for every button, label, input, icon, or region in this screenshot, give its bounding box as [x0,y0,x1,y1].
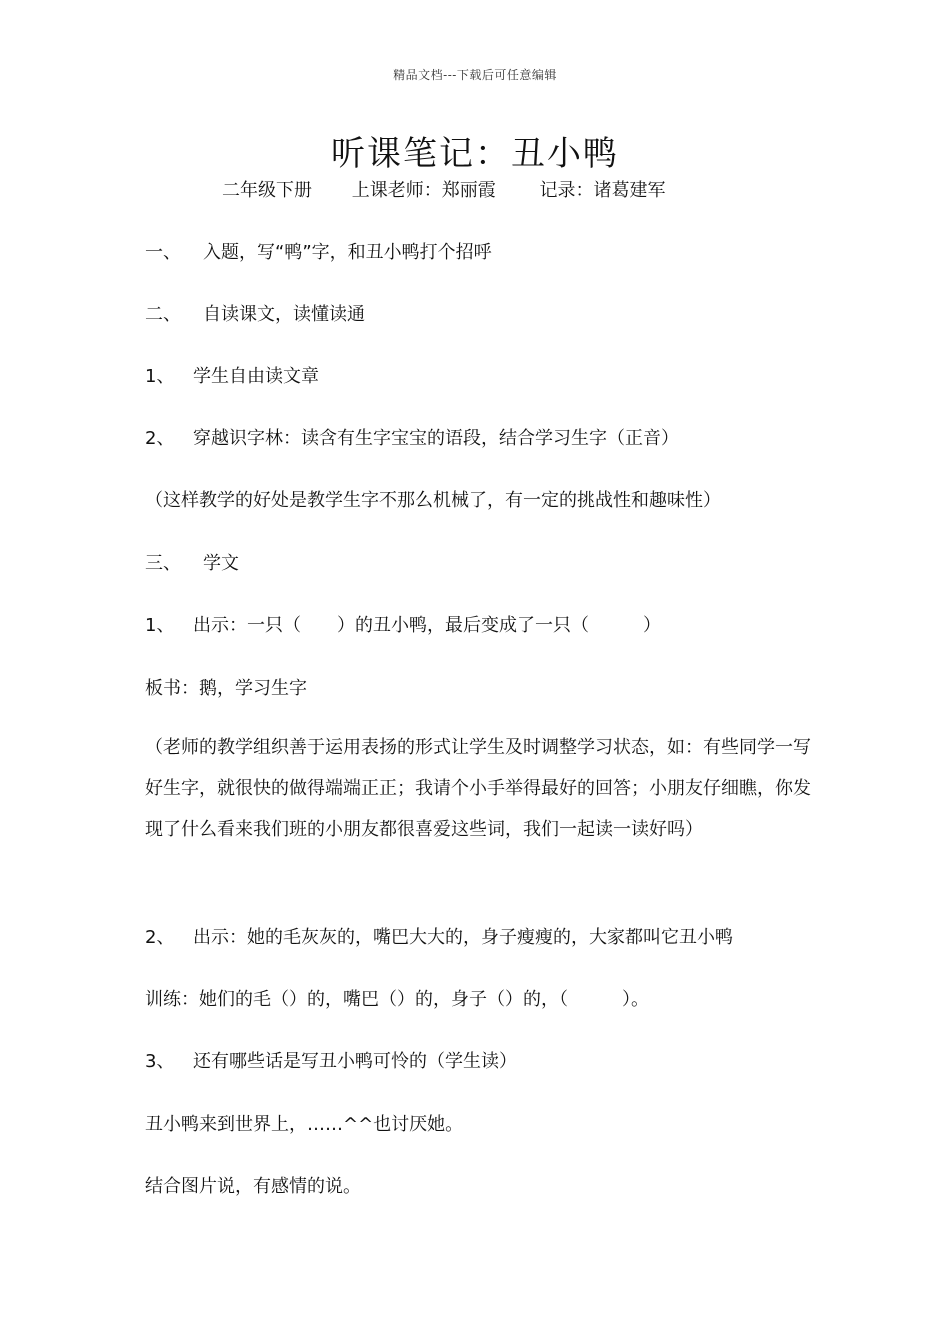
section-heading-2 [145,300,365,326]
section-heading-3 [145,549,239,575]
teacher-comment-paragraph: （老师的教学组织善于运用表扬的形式让学生及时调整学习状态，如：有些同学一写好生字，就很快的做得端端正正；我请个小手举得最好的回答；小朋友仔细瞧，你发现了什么看来我们班的小朋友都很喜爱这些词，我们一起读一读好吗） [145,737,811,840]
comment-line [145,486,721,512]
item-text: 结合图片说，有感情的说。 [145,1176,361,1197]
document-title: 听课笔记：丑小鸭 [331,134,619,174]
item-number: 三、 [145,553,181,574]
item-text: 板书：鹅，学习生字 [145,678,307,699]
document-subtitle [222,176,665,202]
recorder-label: 记录：诸葛建军 [539,180,666,201]
list-item [145,362,319,388]
grade-label: 二年级下册 [222,180,312,201]
item-text: 学文 [203,553,239,574]
list-item [145,424,679,450]
item-number: 2、 [145,428,175,449]
list-item [145,611,661,637]
page-header-note: 精品文档---下载后可任意编辑 [393,68,557,82]
item-text: 出示：她的毛灰灰的，嘴巴大大的，身子瘦瘦的，大家都叫它丑小鸭 [193,927,733,948]
board-note [145,674,307,700]
item-text: 还有哪些话是写丑小鸭可怜的（学生读） [193,1051,517,1072]
item-text: 穿越识字林：读含有生字宝宝的语段，结合学习生字（正音） [193,428,679,449]
item-text: （这样教学的好处是教学生字不那么机械了，有一定的挑战性和趣味性） [145,490,721,511]
quote-line [145,1110,463,1136]
list-item [145,1047,517,1073]
item-number: 1、 [145,615,175,636]
item-number: 1、 [145,366,175,387]
item-number: 2、 [145,927,175,948]
list-item [145,923,733,949]
item-text: 训练：她们的毛（）的，嘴巴（）的，身子（）的，（ ）。 [145,989,649,1010]
activity-line [145,1172,361,1198]
exercise-line [145,985,649,1011]
item-text: 丑小鸭来到世界上，……^^也讨厌她。 [145,1114,464,1135]
item-text: 出示：一只（ ）的丑小鸭，最后变成了一只（ ） [193,615,661,636]
item-number: 二、 [145,304,181,325]
item-text: 自读课文，读懂读通 [203,304,365,325]
section-heading-1 [145,238,492,264]
item-number: 3、 [145,1051,175,1072]
item-text: 入题，写“鸭”字，和丑小鸭打个招呼 [203,242,492,263]
teacher-label: 上课老师：郑丽霞 [351,180,496,201]
item-number: 一、 [145,242,181,263]
item-text: 学生自由读文章 [193,366,319,387]
